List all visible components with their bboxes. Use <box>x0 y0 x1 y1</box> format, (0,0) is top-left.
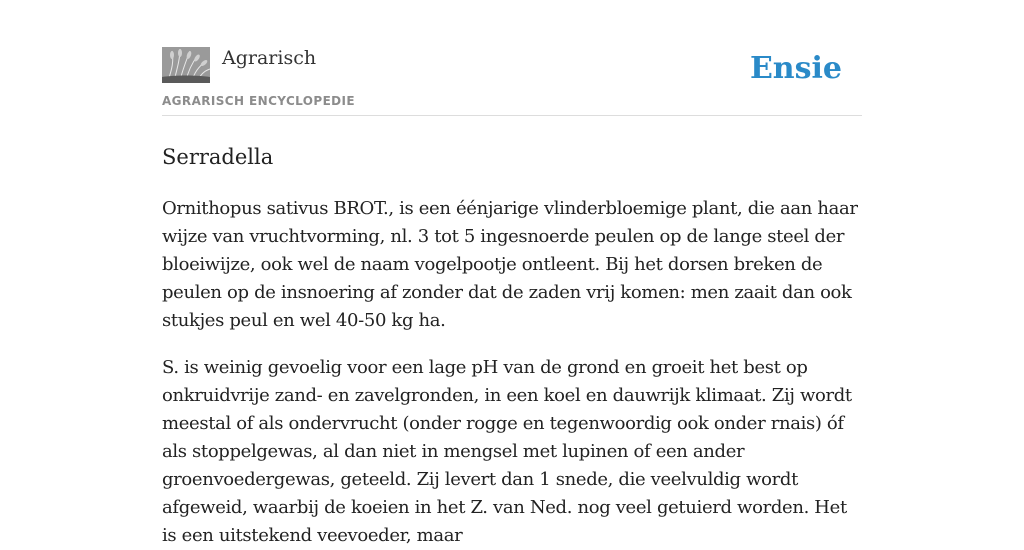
ensie-logo-link[interactable]: Ensie <box>749 51 842 86</box>
article-paragraph: Ornithopus sativus BROT., is een éénjarige vlinderbloemige plant, die aan haar wijze van vruchtvorming, nl. 3 tot 5 ingesnoerde peulen op de lange steel der bloeiwijze, ook wel de naam vogelpootje ontleent. Bij het dorsen breken de peulen op de insnoering af zonder dat de zaden vrij komen: men zaait dan ook stukjes peul en wel 40-50 kg ha. <box>162 198 858 331</box>
source-name[interactable]: Agrarisch <box>222 47 317 69</box>
source-subtitle: AGRARISCH ENCYCLOPEDIE <box>162 94 355 108</box>
source-avatar[interactable] <box>162 47 210 83</box>
wheat-icon <box>162 47 210 83</box>
article-page <box>162 0 862 546</box>
article-paragraph: S. is weinig gevoelig voor een lage pH van de grond en groeit het best op onkruidvrije zand- en zavelgronden, in een koel en dauwrijk klimaat. Zij wordt meestal of als ondervrucht (onder rogge en tegenwoordig ook onder rnais) óf als stoppelgewas, al dan niet in mengsel met lupinen of een ander groenvoedergewas, geteeld. Zij levert dan 1 snede, die veelvuldig wordt afgeweid, waarbij de koeien in het Z. van Ned. nog veel getuierd worden. Het is een uitstekend veevoeder, maar <box>162 357 852 546</box>
article-header <box>162 0 862 116</box>
page-title: Serradella <box>162 145 274 169</box>
article-body <box>162 195 862 550</box>
